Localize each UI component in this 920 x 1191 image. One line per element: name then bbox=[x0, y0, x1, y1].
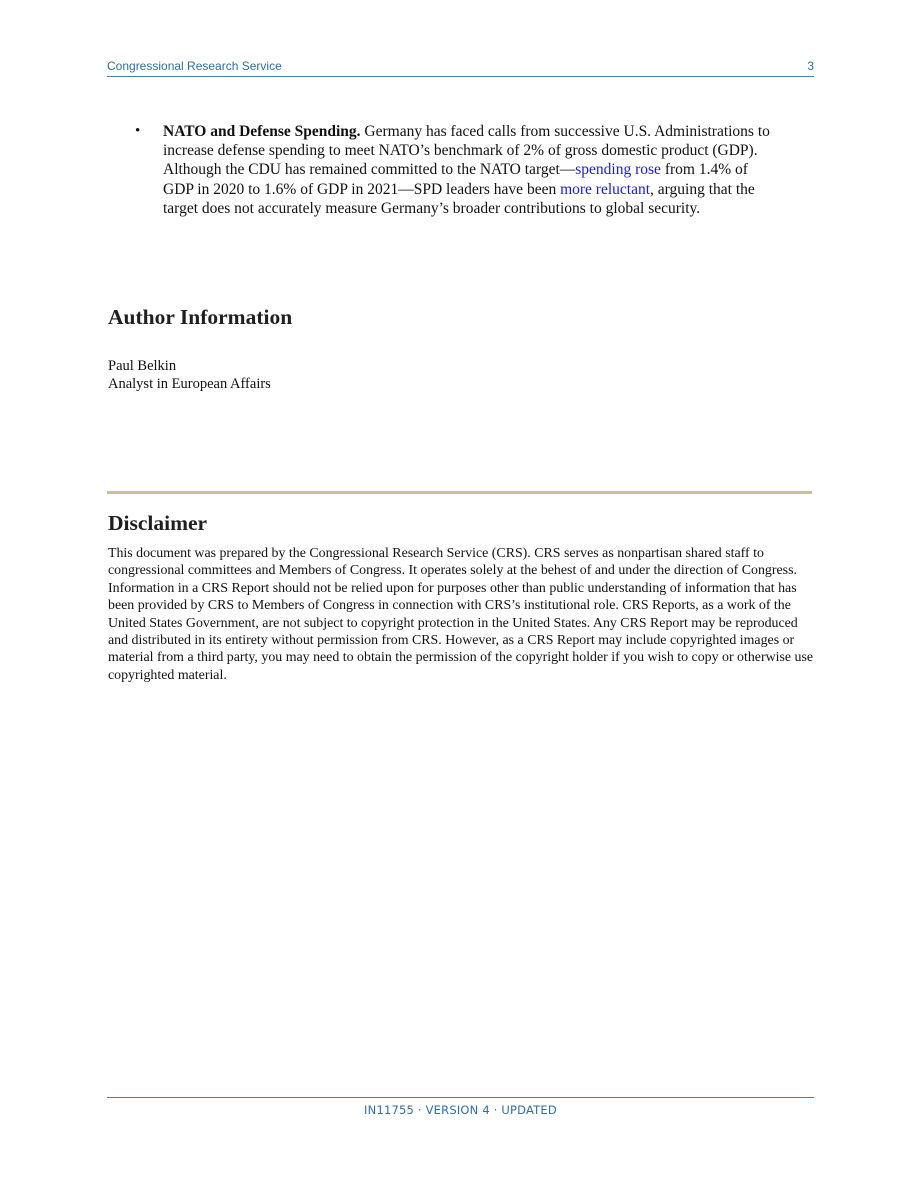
footer-label: IN11755 · VERSION 4 · UPDATED bbox=[364, 1103, 557, 1117]
page-header bbox=[107, 57, 814, 77]
author-block bbox=[108, 357, 271, 393]
spending-rose-link[interactable]: spending rose bbox=[575, 161, 661, 179]
bullet-list-item bbox=[135, 122, 775, 218]
author-information-heading: Author Information bbox=[108, 305, 293, 329]
bullet-text-3: , arguing that the target does not accurately measure Germany’s broader contributions to global security. bbox=[163, 180, 755, 217]
bullet-icon: • bbox=[135, 123, 141, 139]
bullet-paragraph bbox=[163, 122, 775, 218]
disclaimer-paragraph: This document was prepared by the Congressional Research Service (CRS). CRS serves as nonpartisan shared staff to congressional committees and Members of Congress. It operates solely at the behest of and under the direction of Congress. Information in a CRS Report should not be relied upon for purposes other than public understanding of information that has been provided by CRS to Members of Congress in connection with CRS’s institutional role. CRS Reports, as a work of the United States Government, are not subject to copyright protection in the United States. Any CRS Report may be reproduced and distributed in its entirety without permission from CRS. However, as a CRS Report may include copyrighted images or material from a third party, you may need to obtain the permission of the copyright holder if you wish to copy or otherwise use copyrighted material. bbox=[108, 546, 814, 683]
more-reluctant-link[interactable]: more reluctant bbox=[560, 180, 651, 198]
header-organization: Congressional Research Service bbox=[107, 59, 282, 73]
page-number: 3 bbox=[807, 59, 814, 73]
page-footer bbox=[107, 1097, 814, 1117]
author-role: Analyst in European Affairs bbox=[108, 376, 271, 392]
disclaimer-heading: Disclaimer bbox=[108, 511, 208, 535]
bullet-title: NATO and Defense Spending. bbox=[163, 123, 361, 140]
author-name: Paul Belkin bbox=[108, 358, 177, 374]
section-divider bbox=[107, 491, 812, 494]
bullet-text-2: from 1.4% of GDP in 2020 to 1.6% of GDP in 2021—SPD leaders have been bbox=[163, 161, 748, 198]
bullet-text-1: Germany has faced calls from successive U.S. Administrations to increase defense spending to meet NATO’s benchmark of 2% of gross domestic product (GDP). Although the CDU has remained committed to the NATO target— bbox=[163, 123, 770, 179]
